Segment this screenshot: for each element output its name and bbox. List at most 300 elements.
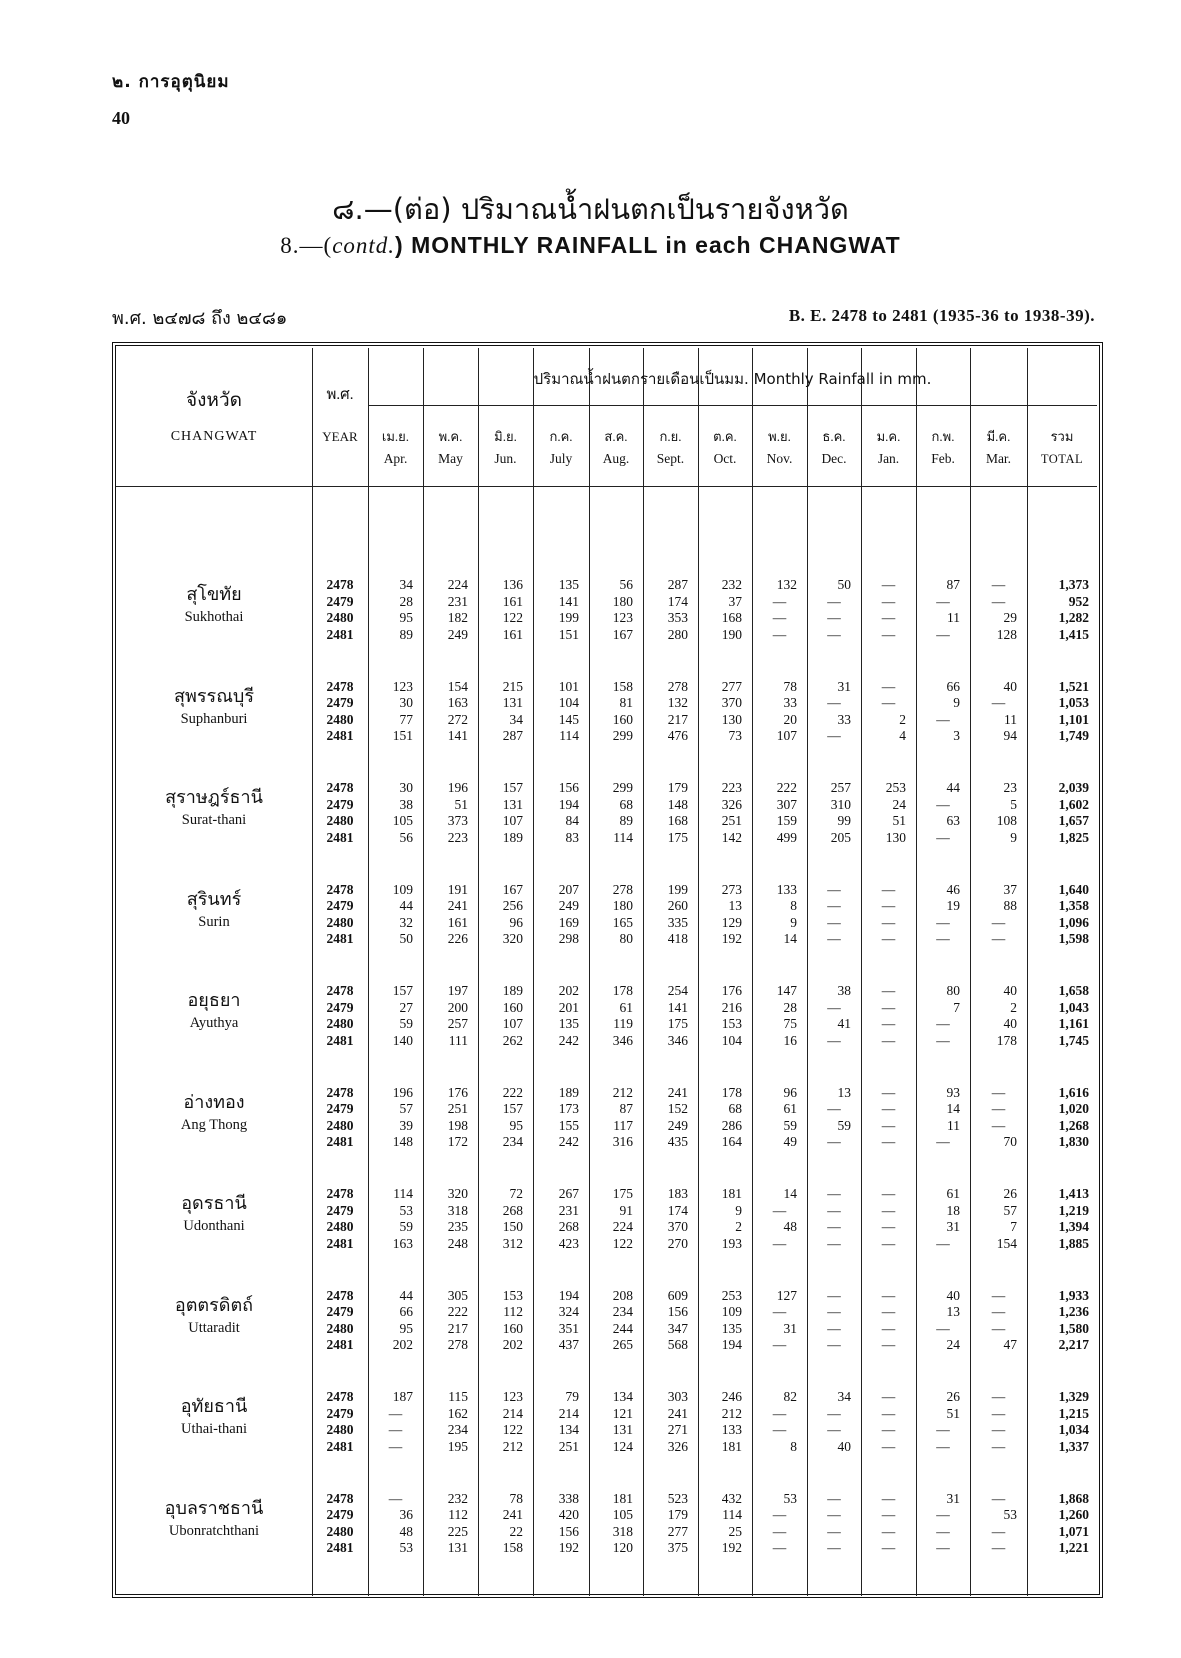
rainfall-cell: 224 [447,577,468,592]
rainfall-cell: 196 [392,1084,413,1100]
year-cell: 2479 [326,898,354,913]
rainfall-cell: 241 [502,1507,523,1522]
rainfall-cell: — [991,1287,1006,1303]
total-cell: 1,034 [1058,1422,1089,1437]
rainfall-cell: 175 [667,1016,688,1031]
rainfall-cell: 234 [502,1134,523,1149]
rainfall-cell: 91 [619,1202,633,1218]
header-month-english: July [549,451,573,466]
rainfall-cell: 242 [558,1134,579,1149]
rainfall-cell: — [827,999,841,1015]
rainfall-cell: 476 [667,728,688,743]
rainfall-cell: — [827,1219,841,1234]
rainfall-cell: — [772,1337,787,1352]
header-month-english: Oct. [713,451,737,466]
rainfall-cell: 158 [502,1540,523,1555]
rainfall-cell: — [936,1507,950,1522]
year-cell: 2481 [326,1438,354,1454]
rainfall-cell: 61 [946,1186,960,1201]
rainfall-cell: 176 [447,1084,468,1100]
rainfall-cell: 2 [735,1219,742,1234]
title-english-prefix: 8.—( [280,233,333,258]
rainfall-cell: 183 [667,1186,688,1201]
rainfall-cell: 169 [558,914,579,930]
rainfall-cell: 83 [565,829,579,845]
header-month-thai: ก.พ. [931,429,955,444]
rainfall-cell: 305 [447,1287,468,1303]
year-range-thai: พ.ศ. ๒๔๗๘ ถึง ๒๔๘๑ [112,308,288,329]
rainfall-cell: 273 [721,881,742,897]
rainfall-cell: 159 [776,813,797,828]
rainfall-cell: 48 [783,1219,797,1234]
rainfall-cell: — [881,1084,896,1100]
rainfall-cell: 267 [558,1186,579,1201]
rainfall-cell: — [881,1202,896,1218]
year-cell: 2481 [326,1235,354,1251]
rainfall-cell: 251 [558,1438,579,1454]
rainfall-cell: — [772,593,787,609]
rainfall-cell: — [388,1490,403,1506]
province-name-english: Ayuthya [189,1015,239,1031]
rainfall-cell: 190 [721,626,742,642]
rainfall-cell: — [827,1186,841,1201]
year-cell: 2480 [326,813,354,828]
rainfall-cell: — [881,1032,896,1048]
rainfall-cell: 59 [399,1016,413,1031]
rainfall-cell: 197 [447,983,468,998]
rainfall-cell: — [827,610,841,625]
rainfall-cell: 375 [667,1540,688,1555]
total-cell: 1,415 [1058,626,1089,642]
rainfall-cell: — [772,1235,787,1251]
rainfall-cell: 119 [613,1016,633,1031]
rainfall-cell: 112 [448,1507,468,1522]
title-thai: ๘.—(ต่อ) ปริมาณน้ำฝนตกเป็นรายจังหวัด [332,192,849,226]
rainfall-cell: 40 [1003,983,1017,998]
province-name-thai: สุราษฎร์ธานี [165,787,263,808]
rainfall-cell: 373 [447,813,468,828]
total-cell: 1,337 [1058,1438,1089,1454]
rainfall-cell: 5 [1010,796,1017,812]
rainfall-cell: — [936,1032,950,1048]
year-range-english: B. E. 2478 to 2481 (1935-36 to 1938-39). [788,306,1095,325]
rainfall-cell: 112 [503,1304,523,1319]
rainfall-cell: 435 [667,1134,688,1149]
rainfall-cell: 174 [667,1202,688,1218]
rainfall-cell: 80 [619,931,633,946]
rainfall-cell: 271 [667,1422,688,1437]
rainfall-cell: 140 [392,1032,413,1048]
rainfall-cell: 130 [885,829,906,845]
rainfall-cell: 215 [502,678,523,694]
rainfall-cell: 53 [399,1540,413,1555]
rainfall-cell: 95 [399,610,413,625]
rainfall-cell: 222 [447,1304,468,1319]
province-name-english: Ubonratchthani [168,1522,260,1539]
rainfall-cell: 25 [728,1523,742,1539]
rainfall-cell: 47 [1003,1337,1017,1352]
rainfall-cell: 73 [728,728,742,743]
rainfall-cell: 257 [830,780,851,795]
rainfall-cell: — [936,711,950,727]
total-cell: 1,745 [1058,1032,1089,1048]
rainfall-cell: 37 [728,593,742,609]
rainfall-cell: — [881,577,896,592]
rainfall-cell: — [991,931,1006,946]
total-cell: 1,358 [1058,898,1089,913]
rainfall-cell: 44 [946,780,960,795]
rainfall-cell: — [827,1287,841,1303]
rainfall-cell: 135 [558,1016,579,1031]
rainfall-cell: — [827,1490,841,1506]
rainfall-cell: 200 [447,999,468,1015]
rainfall-cell: — [881,695,896,710]
total-cell: 1,221 [1058,1540,1089,1555]
total-cell: 1,933 [1058,1287,1089,1303]
rainfall-cell: — [991,1084,1006,1100]
header-year-thai: พ.ศ. [326,387,354,403]
rainfall-cell: 81 [619,695,633,710]
rainfall-cell: 9 [735,1202,742,1218]
rainfall-cell: — [991,1101,1006,1116]
rainfall-cell: — [827,1523,841,1539]
rainfall-cell: 79 [565,1389,579,1404]
rainfall-cell: 145 [558,711,579,727]
rainfall-cell: 318 [447,1202,468,1218]
rainfall-cell: 40 [837,1438,851,1454]
rainfall-cell: 121 [612,1405,633,1421]
rainfall-cell: — [936,1016,950,1031]
rainfall-cell: — [991,1523,1006,1539]
rainfall-cell: 212 [502,1438,523,1454]
total-cell: 1,413 [1058,1186,1089,1201]
rainfall-cell: 205 [830,829,851,845]
rainfall-cell: — [991,1490,1006,1506]
total-cell: 1,260 [1058,1507,1089,1522]
rainfall-cell: — [881,1507,896,1522]
rainfall-cell: — [991,1389,1006,1404]
rainfall-cell: 87 [619,1101,633,1116]
rainfall-cell: 163 [392,1235,413,1251]
rainfall-cell: 49 [783,1134,797,1149]
rainfall-cell: 370 [667,1219,688,1234]
rainfall-cell: 38 [837,983,851,998]
rainfall-cell: 192 [558,1540,579,1555]
rainfall-cell: 2 [899,711,906,727]
rainfall-cell: — [772,626,787,642]
rainfall-cell: 28 [783,999,797,1015]
rainfall-cell: 44 [399,1287,413,1303]
rainfall-cell: — [881,626,896,642]
rainfall-cell: 180 [612,593,633,609]
year-cell: 2480 [326,1523,354,1539]
rainfall-cell: 114 [559,728,579,743]
rainfall-cell: 270 [667,1235,688,1251]
header-month-thai: มี.ค. [986,429,1011,444]
rainfall-cell: 370 [721,695,742,710]
total-cell: 1,658 [1058,983,1089,998]
rainfall-cell: — [991,1438,1006,1454]
rainfall-cell: 22 [509,1523,523,1539]
rainfall-cell: 303 [667,1389,688,1404]
rainfall-cell: 56 [399,829,413,845]
rainfall-cell: 14 [783,1186,797,1201]
header-total-english: TOTAL [1040,452,1084,466]
rainfall-cell: 44 [399,898,413,913]
rainfall-cell: — [772,1405,787,1421]
rainfall-cell: 179 [667,780,688,795]
rainfall-cell: 34 [399,577,413,592]
rainfall-cell: 134 [612,1389,633,1404]
rainfall-cell: 158 [612,678,633,694]
rainfall-cell: 141 [667,999,688,1015]
rainfall-cell: 57 [1003,1202,1017,1218]
rainfall-cell: 31 [837,678,851,694]
rainfall-cell: 88 [1003,898,1017,913]
rainfall-cell: 11 [947,1117,960,1133]
rainfall-cell: 231 [447,593,468,609]
rainfall-cell: — [881,1490,896,1506]
rainfall-cell: 181 [721,1438,742,1454]
rainfall-cell: — [827,1507,841,1522]
rainfall-cell: — [991,577,1006,592]
rainfall-cell: 53 [783,1490,797,1506]
rainfall-cell: 122 [502,610,523,625]
rainfall-cell: 320 [502,931,523,946]
header-month-english: Aug. [602,451,630,466]
year-cell: 2478 [326,1389,354,1404]
rainfall-cell: — [881,1101,896,1116]
rainfall-cell: 24 [892,796,906,812]
rainfall-cell: 353 [667,610,688,625]
rainfall-cell: 324 [558,1304,579,1319]
rainfall-cell: 217 [447,1320,468,1336]
rainfall-cell: — [772,1523,787,1539]
rainfall-cell: 298 [558,931,579,946]
total-cell: 1,749 [1058,728,1089,743]
rainfall-cell: 249 [558,898,579,913]
rainfall-cell: 131 [502,695,523,710]
rainfall-cell: 109 [721,1304,742,1319]
rainfall-cell: 432 [721,1490,742,1506]
rainfall-cell: 157 [392,983,413,998]
total-cell: 1,602 [1058,796,1089,812]
rainfall-cell: 4 [899,728,906,743]
rainfall-cell: — [991,1405,1006,1421]
rainfall-cell: 40 [1003,1016,1017,1031]
rainfall-cell: 568 [667,1337,688,1352]
rainfall-cell: 131 [502,796,523,812]
title-english-contd: contd. [332,233,396,258]
rainfall-cell: 130 [721,711,742,727]
province-name-english: Surin [198,913,230,930]
rainfall-cell: 128 [996,626,1017,642]
rainfall-cell: 161 [502,593,523,609]
year-cell: 2481 [326,1337,354,1352]
rainfall-cell: 181 [721,1186,742,1201]
rainfall-cell: 123 [392,678,413,694]
year-cell: 2478 [326,1287,354,1303]
rainfall-cell: 278 [667,678,688,694]
year-cell: 2480 [326,1016,354,1031]
year-cell: 2480 [326,914,354,930]
rainfall-cell: 31 [783,1320,797,1336]
rainfall-cell: 94 [1003,728,1017,743]
rainfall-cell: 78 [783,678,797,694]
rainfall-cell: 104 [721,1032,742,1048]
province-name-thai: อุบลราชธานี [164,1497,264,1519]
year-cell: 2478 [326,678,354,694]
total-cell: 1,830 [1058,1134,1089,1149]
rainfall-cell: — [881,914,896,930]
rainfall-cell: — [881,898,896,913]
rainfall-cell: 223 [447,829,468,845]
year-cell: 2480 [326,1422,354,1437]
rainfall-cell: 13 [837,1084,851,1100]
rainfall-cell: 8 [790,898,797,913]
title-english-rest: ) MONTHLY RAINFALL in each CHANGWAT [395,232,901,258]
year-cell: 2481 [326,931,354,946]
header-year-english: YEAR [322,429,358,444]
rainfall-cell: — [827,1235,841,1251]
rainfall-cell: 207 [558,881,579,897]
total-cell: 1,616 [1058,1084,1089,1100]
rainfall-cell: 235 [447,1219,468,1234]
rainfall-cell: 174 [667,593,688,609]
rainfall-cell: 36 [399,1507,413,1522]
rainfall-cell: 164 [721,1134,742,1149]
year-cell: 2480 [326,1117,354,1133]
total-cell: 1,282 [1058,610,1089,625]
rainfall-cell: — [827,593,841,609]
rainfall-cell: 241 [667,1405,688,1421]
rainfall-cell: 50 [399,931,413,946]
total-cell: 1,101 [1058,711,1089,727]
rainfall-cell: — [881,1186,896,1201]
total-cell: 1,161 [1058,1016,1089,1031]
province-name-thai: อุตตรดิตถ์ [174,1294,254,1316]
rainfall-cell: — [881,881,896,897]
rainfall-cell: 9 [1010,829,1017,845]
rainfall-cell: 234 [612,1304,633,1319]
rainfall-cell: 199 [667,881,688,897]
province-name-thai: สุรินทร์ [186,888,242,910]
rainfall-cell: 192 [721,931,742,946]
rainfall-cell: 57 [399,1101,413,1116]
rainfall-cell: — [881,593,896,609]
header-changwat-english: CHANGWAT [170,429,258,444]
rainfall-cell: 2 [1010,999,1017,1015]
rainfall-cell: 212 [721,1405,742,1421]
total-cell: 1,580 [1058,1320,1089,1336]
rainfall-cell: 181 [612,1490,633,1506]
rainfall-cell: 59 [783,1117,797,1133]
rainfall-cell: — [991,1540,1006,1555]
rainfall-cell: 13 [946,1304,960,1319]
rainfall-cell: 107 [502,813,523,828]
rainfall-cell: — [936,1438,950,1454]
rainfall-cell: 338 [558,1490,579,1506]
rainfall-cell: 114 [613,829,633,845]
year-cell: 2480 [326,610,354,625]
header-month-thai: มิ.ย. [494,429,517,444]
year-cell: 2480 [326,1320,354,1336]
year-cell: 2479 [326,1405,354,1421]
rainfall-cell: 154 [447,678,468,694]
rainfall-cell: 14 [946,1101,960,1116]
rainfall-cell: 31 [946,1219,960,1234]
province-name-thai: อยุธยา [187,990,241,1011]
header-total-thai: รวม [1050,429,1074,444]
rainfall-cell: 11 [1004,711,1017,727]
rainfall-cell: 194 [558,1287,579,1303]
rainfall-cell: 7 [953,999,960,1015]
rainfall-cell: 96 [783,1084,797,1100]
rainfall-cell: 179 [667,1507,688,1522]
rainfall-cell: — [827,695,841,710]
rainfall-cell: 19 [946,898,960,913]
rainfall-cell: 77 [399,711,413,727]
rainfall-cell: 66 [399,1304,413,1319]
rainfall-cell: 89 [619,813,633,828]
rainfall-cell: 156 [558,780,579,795]
rainfall-cell: 16 [783,1032,797,1048]
rainfall-cell: 609 [667,1287,688,1303]
rainfall-cell: — [936,914,950,930]
rainfall-cell: 189 [502,829,523,845]
rainfall-cell: 122 [612,1235,633,1251]
rainfall-cell: 115 [448,1389,468,1404]
rainfall-cell: 176 [721,983,742,998]
rainfall-cell: 195 [447,1438,468,1454]
rainfall-cell: 312 [502,1235,523,1251]
header-month-thai: เม.ย. [381,429,410,444]
rainfall-cell: 202 [558,983,579,998]
rainfall-cell: 27 [399,999,413,1015]
header-month-english: Nov. [766,451,793,466]
rainfall-cell: — [936,1320,950,1336]
total-cell: 1,053 [1058,695,1089,710]
rainfall-cell: — [936,626,950,642]
rainfall-cell: 307 [776,796,797,812]
rainfall-cell: — [881,678,896,694]
rainfall-cell: 347 [667,1320,688,1336]
rainfall-cell: — [936,593,950,609]
rainfall-cell: 129 [721,914,742,930]
rainfall-cell: 423 [558,1235,579,1251]
rainfall-cell: 7 [1010,1219,1017,1234]
rainfall-cell: 84 [565,813,579,828]
year-cell: 2480 [326,1219,354,1234]
rainfall-cell: 78 [509,1490,523,1506]
rainfall-cell: 249 [667,1117,688,1133]
rainfall-cell: — [827,881,841,897]
rainfall-cell: — [827,1422,841,1437]
rainfall-cell: 168 [721,610,742,625]
rainfall-cell: 61 [619,999,633,1015]
rainfall-cell: — [936,1523,950,1539]
rainfall-cell: 155 [558,1117,579,1133]
rainfall-cell: 523 [667,1490,688,1506]
year-cell: 2479 [326,1304,354,1319]
year-cell: 2480 [326,711,354,727]
year-cell: 2478 [326,881,354,897]
rainfall-cell: — [881,1422,896,1437]
rainfall-cell: 117 [613,1117,633,1133]
year-cell: 2479 [326,1101,354,1116]
rainfall-cell: 70 [1003,1134,1017,1149]
header-month-thai: ธ.ค. [822,429,846,444]
